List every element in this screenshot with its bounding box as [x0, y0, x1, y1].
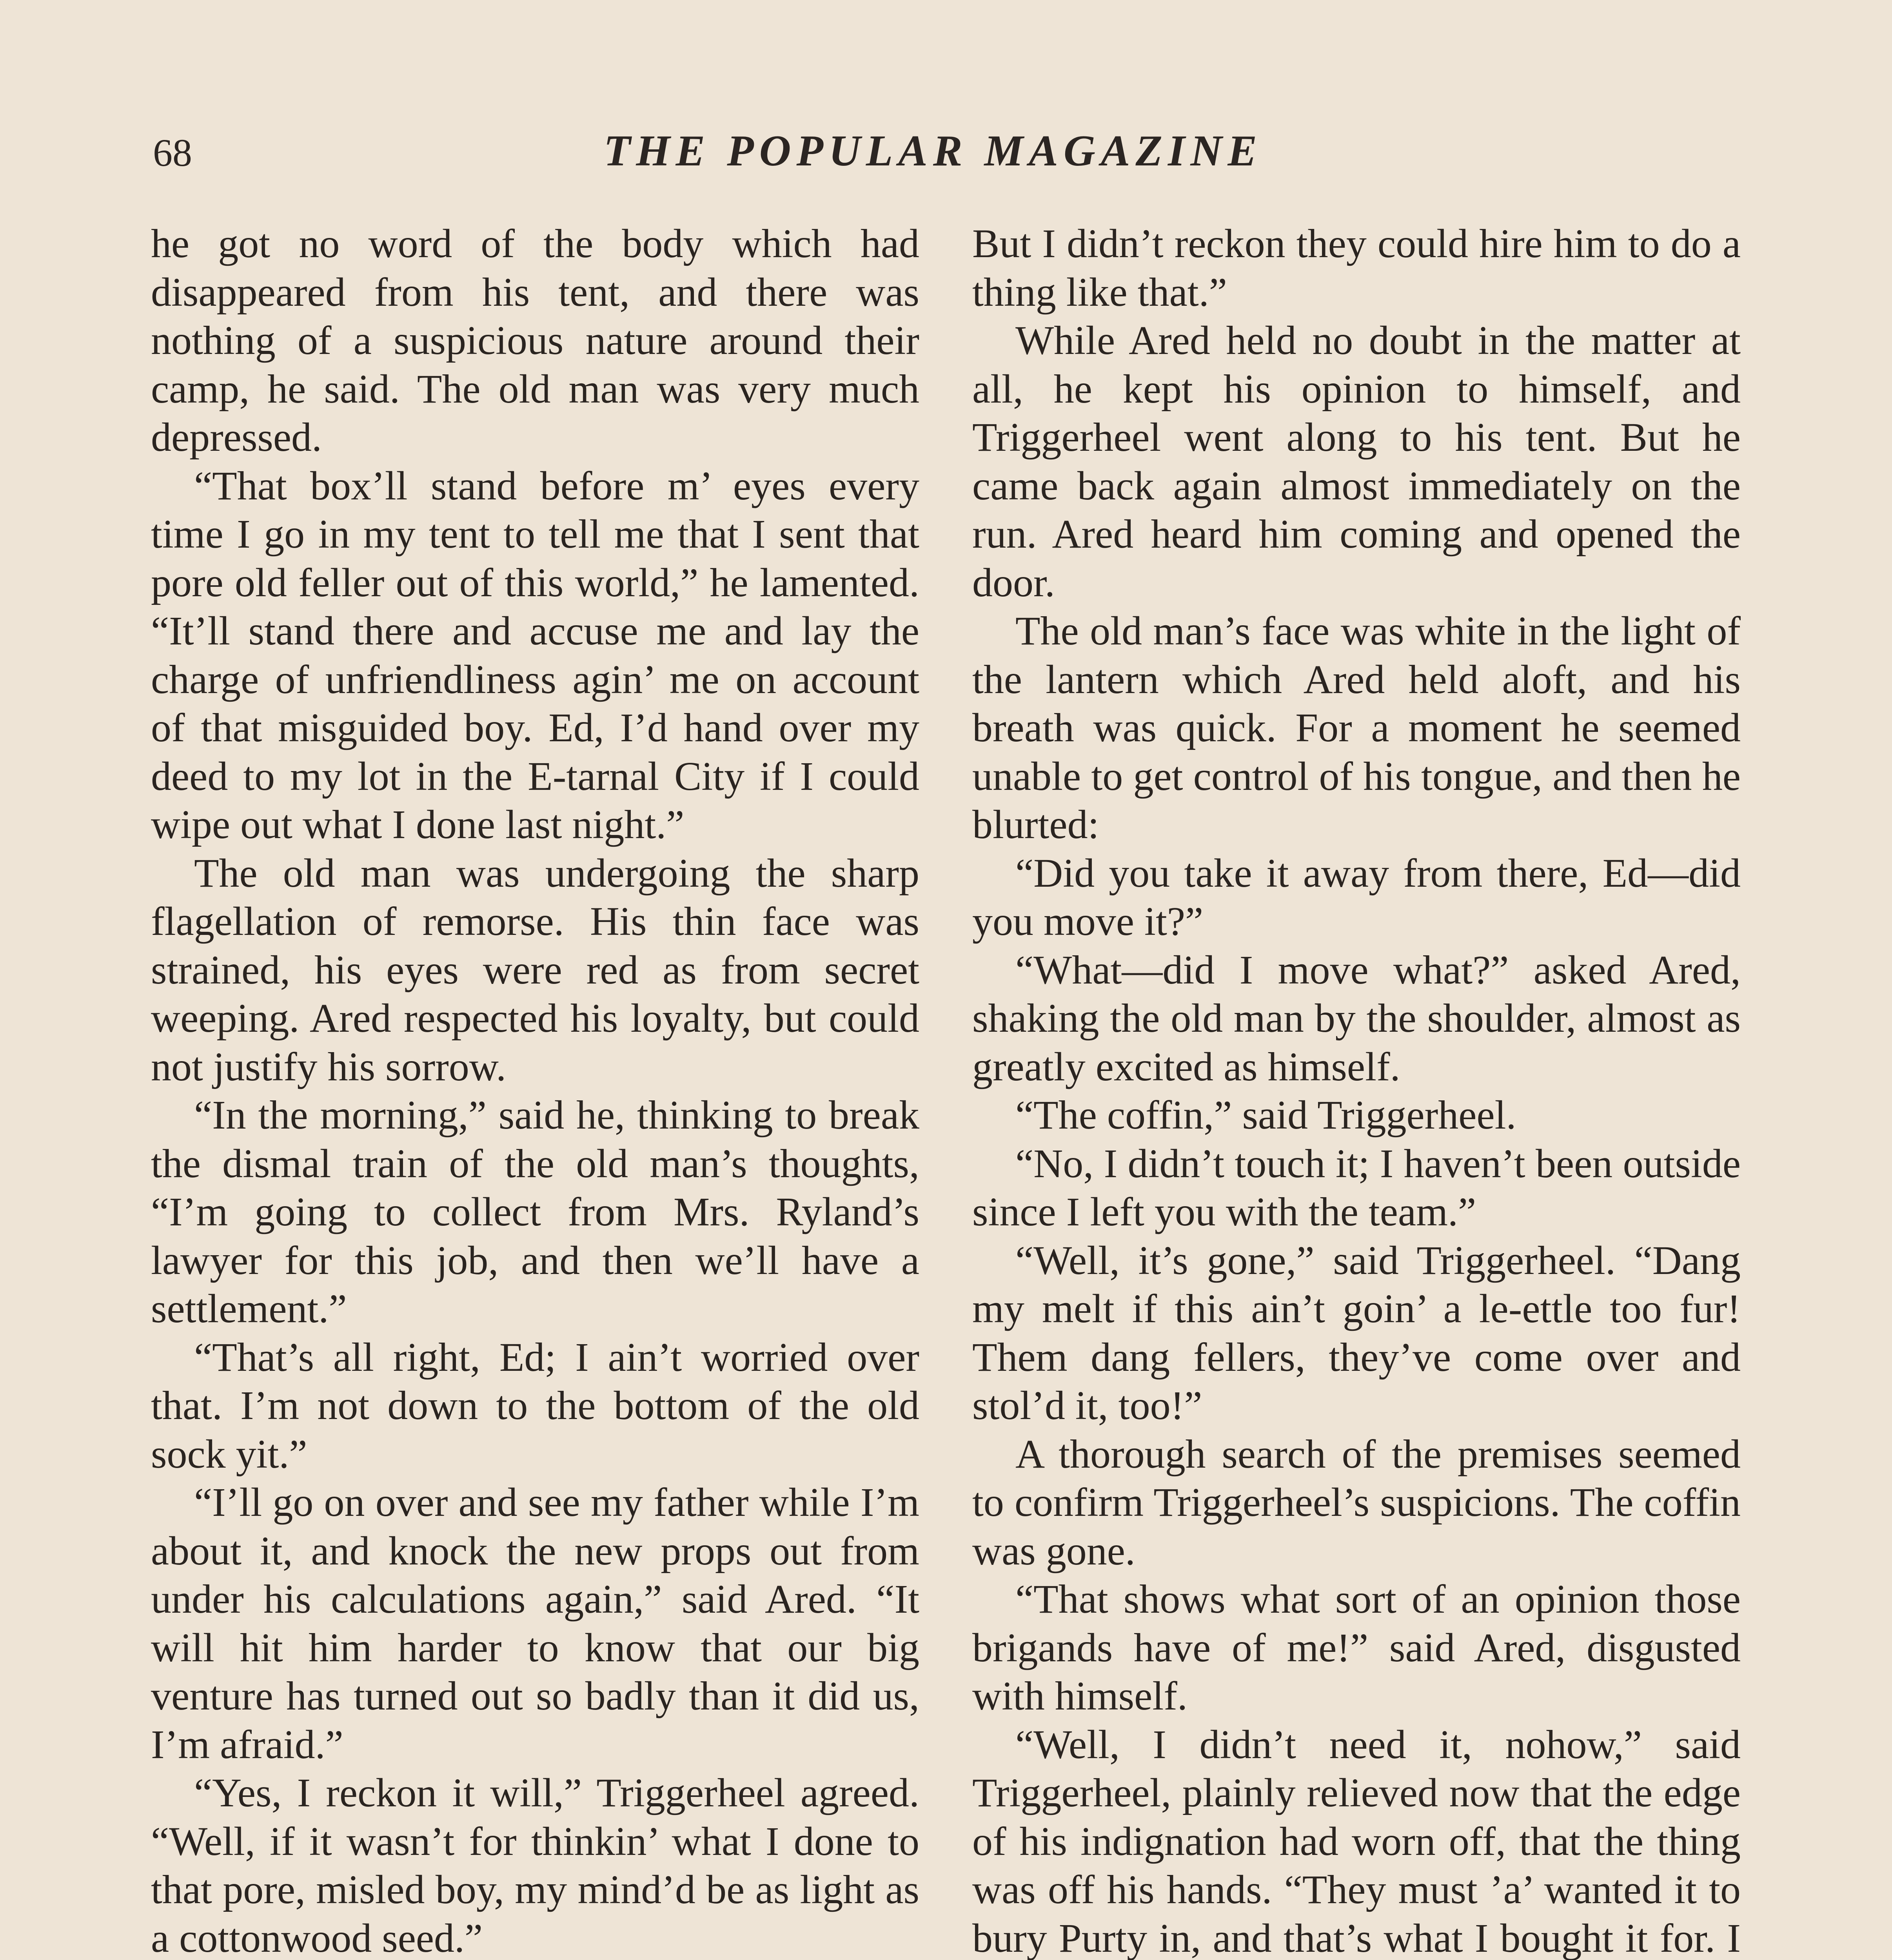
paragraph: The old man’s face was white in the light of the lantern which Ared held aloft, and his breath was quick. For a moment he seemed unable to get control of his tongue, and then he blurted: [972, 608, 1741, 847]
right-column [972, 220, 1741, 1960]
page-header [153, 118, 1741, 188]
paragraph: “That box’ll stand before m’ eyes every time I go in my tent to tell me that I sent that pore old feller out of this world,” he lamented. “It’ll stand there and accuse me and lay the charge of unfriendliness agin’ me on account of that misguided boy. Ed, I’d hand over my deed to my lot in the E-tarnal City if I could wipe out what I done last night.” [151, 463, 919, 847]
paragraph: The old man was undergoing the sharp flagellation of remorse. His thin face was strained, his eyes were red as from secret weeping. Ared respected his loyalty, but could not justify his sorrow. [151, 850, 919, 1089]
paragraph: “Yes, I reckon it will,” Triggerheel agreed. “Well, if it wasn’t for thinkin’ what I done to that pore, misled boy, my mind’d be as light as a cottonwood seed.” [151, 1770, 919, 1960]
paragraph: “That’s all right, Ed; I ain’t worried over that. I’m not down to the bottom of the old sock yit.” [151, 1334, 919, 1477]
paragraph: “In the morning,” said he, thinking to break the dismal train of the old man’s thoughts, “I’m going to collect from Mrs. Ryland’s lawyer for this job, and then we’ll have a settlement.” [151, 1093, 919, 1331]
paragraph: “Did you take it away from there, Ed—did you move it?” [972, 850, 1741, 944]
paragraph: he got no word of the body which had disappeared from his tent, and there was nothing of a suspicious nature around their camp, he said. The old man was very much depressed. [151, 221, 919, 460]
paragraph: “Well, I didn’t need it, nohow,” said Triggerheel, plainly relieved now that the edge of his indignation had worn off, that the thing was off his hands. “They must ’a’ wanted it to bury Purty in, and that’s what I bought it for. I [972, 1722, 1741, 1960]
paragraph: “I’ll go on over and see my father while I’m about it, and knock the new props out from under his calculations again,” said Ared. “It will hit him harder to know that our big venture has turned out so badly than it did us, I’m afraid.” [151, 1480, 919, 1767]
paragraph: “That shows what sort of an opinion those brigands have of me!” said Ared, disgusted with himself. [972, 1577, 1741, 1719]
paragraph: While Ared held no doubt in the matter at all, he kept his opinion to himself, and Triggerheel went along to his tent. But he came back again almost immediately on the run. Ared heard him coming and opened the door. [972, 318, 1741, 605]
paragraph: “What—did I move what?” asked Ared, shaking the old man by the shoulder, almost as greatly excited as himself. [972, 947, 1741, 1089]
paragraph: A thorough search of the premises seemed to confirm Triggerheel’s suspicions. The coffin was gone. [972, 1431, 1741, 1573]
running-title: THE POPULAR MAGAZINE [604, 127, 1263, 175]
left-column [151, 220, 919, 1960]
paragraph: “The coffin,” said Triggerheel. [1015, 1093, 1516, 1138]
paragraph: “Well, it’s gone,” said Triggerheel. “Dang my melt if this ain’t goin’ a le-ettle too fur! Them dang fellers, they’ve come over and stol’d it, too!” [972, 1238, 1741, 1428]
paragraph: But I didn’t reckon they could hire him to do a thing like that.” [972, 221, 1741, 315]
page-number: 68 [153, 131, 192, 174]
paragraph: “No, I didn’t touch it; I haven’t been outside since I left you with the team.” [972, 1141, 1741, 1234]
